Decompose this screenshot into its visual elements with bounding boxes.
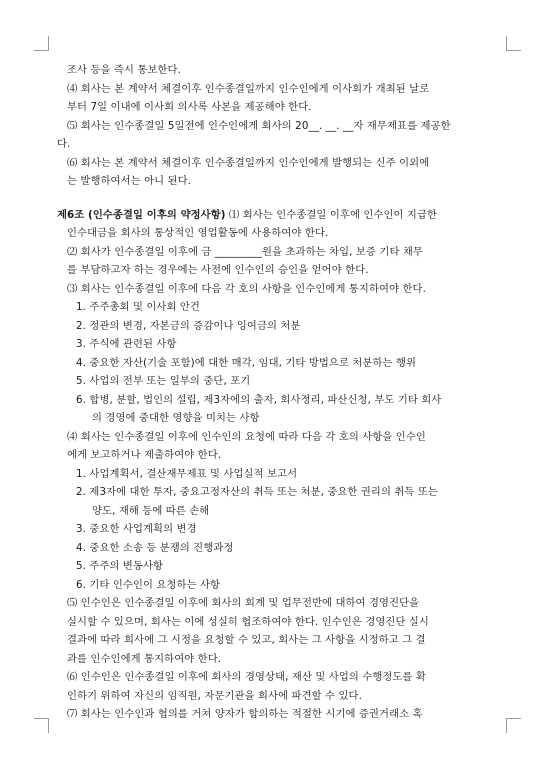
clause-2: ⑵ 회사가 인수종결일 이후에 금 _________원을 초과하는 차입, 보증 기타 채무: [67, 245, 423, 258]
text-line: 에게 보고하거나 제출하여야 한다.: [67, 449, 222, 461]
text-line: 부터 7일 이내에 이사회 의사록 사본을 제공해야 한다.: [67, 101, 312, 113]
crop-mark-top-left: [34, 36, 49, 51]
crop-mark-bottom-right: [506, 718, 521, 733]
list-item: 2. 정관의 변경, 자본금의 증감이나 잉여금의 처분: [76, 319, 301, 332]
list-item: 6. 기타 인수인이 요청하는 사항: [76, 578, 221, 591]
crop-mark-bottom-left: [34, 718, 49, 733]
text-line: 다.: [57, 138, 71, 150]
text-line: 실시할 수 있으며, 회사는 이에 성실히 협조하여야 한다. 인수인은 경영진단 실시: [67, 615, 429, 628]
paragraph-gap: [57, 191, 501, 206]
list-item-continuation: 의 경영에 중대한 영향을 미치는 사항: [92, 412, 260, 424]
list-item: 3. 주식에 관련된 사항: [76, 338, 177, 350]
article-6-first-line: [57, 206, 501, 225]
text-line: 는 발행하여서는 아니 된다.: [67, 175, 192, 187]
list-item: 2. 제3자에 대한 투자, 중요고정자산의 취득 또는 처분, 중요한 권리의 취득 또는: [76, 486, 438, 498]
list-item-continuation: 양도, 재해 등에 따른 손해: [92, 504, 210, 517]
list-item: 4. 중요한 자산(기술 포함)에 대한 매각, 임대, 기타 방법으로 처분하는 행위: [76, 356, 417, 369]
clause-3: ⑶ 회사는 인수종결일 이후에 다음 각 호의 사항을 인수인에게 통지하여야 한다.: [67, 282, 426, 295]
list-item: 3. 중요한 사업계획의 변경: [76, 523, 197, 535]
clause-5: ⑸ 회사는 인수종결일 5일전에 인수인에게 회사의 20__. __. __자 재무제표를 제공한: [67, 119, 451, 132]
list-item: 5. 사업의 전부 또는 일부의 중단, 포기: [76, 375, 251, 387]
article-6-clause-1: ⑴ 회사는 인수종결일 이후에 인수인이 지급한: [225, 208, 438, 221]
clause-7: ⑺ 회사는 인수인과 협의를 거쳐 양자가 합의하는 적절한 시기에 증권거래소 혹: [67, 708, 423, 720]
text-line: 과를 인수인에게 통지하여야 한다.: [67, 652, 222, 665]
list-item: 1. 사업계획서, 결산재무제표 및 사업실적 보고서: [76, 467, 298, 480]
list-item: 4. 중요한 소송 등 분쟁의 진행과정: [76, 541, 234, 554]
text-line: 결과에 따라 회사에 그 시정을 요청할 수 있고, 회사는 그 사항을 시정하고 그 결: [67, 634, 426, 646]
clause-6: ⑹ 인수인은 인수종결일 이후에 회사의 경영상태, 재산 및 사업의 수행정도를 확: [67, 671, 426, 683]
document-page: [57, 61, 501, 724]
list-item: 5. 주주의 변동사항: [76, 560, 164, 572]
text-line: 인하기 위하여 자신의 임직원, 자문기관을 회사에 파견할 수 있다.: [67, 689, 362, 702]
clause-4: ⑷ 회사는 인수종결일 이후에 인수인의 요청에 따라 다음 각 호의 사항을 인수인: [67, 430, 426, 443]
clause-4: ⑷ 회사는 본 계약서 체결이후 인수종결일까지 인수인에게 이사회가 개최된 날로: [67, 82, 430, 95]
list-item: 1. 주주총회 및 이사회 안건: [76, 301, 200, 313]
list-item: 6. 합병, 분할, 법인의 설립, 제3자에의 출자, 회사정리, 파산신청, 부도 기타 회사: [76, 393, 442, 406]
text-line: 인수대금을 회사의 통상적인 영업활동에 사용하여야 한다.: [67, 227, 329, 239]
article-6-heading: 제6조 (인수종결일 이후의 약정사항): [57, 208, 226, 221]
crop-mark-top-right: [506, 36, 521, 51]
clause-5: ⑸ 인수인은 인수종결일 이후에 회사의 회계 및 업무전반에 대하여 경영진단을: [67, 597, 420, 609]
clause-6: ⑹ 회사는 본 계약서 체결이후 인수종결일까지 인수인에게 발행되는 신주 이외에: [67, 156, 430, 169]
text-line: 를 부담하고자 하는 경우에는 사전에 인수인의 승인을 얻어야 한다.: [67, 264, 369, 276]
text-line: 조사 등을 즉시 통보한다.: [67, 64, 181, 76]
